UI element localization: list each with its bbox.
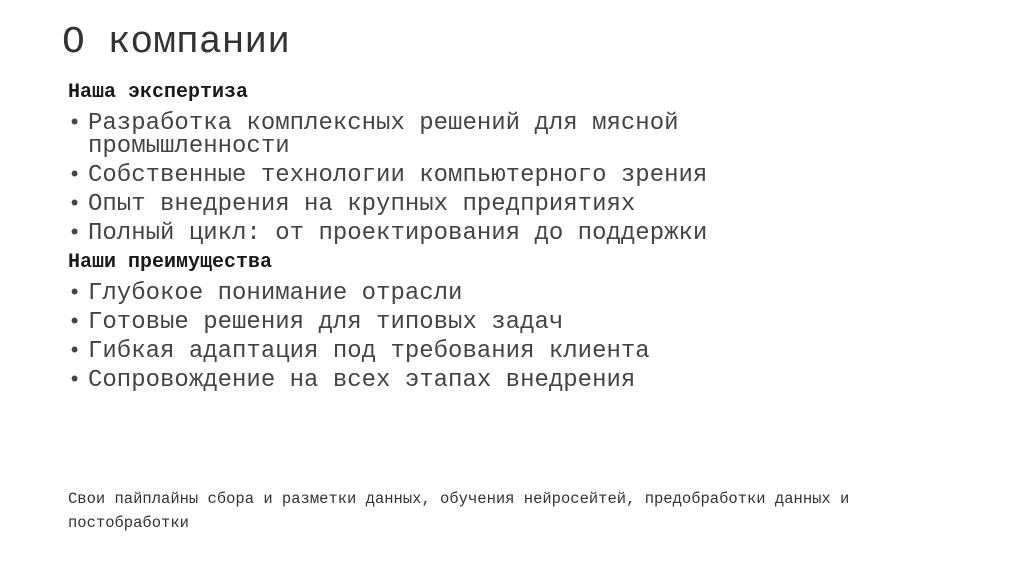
list-item: [68, 222, 848, 245]
bullet-icon: •: [68, 163, 82, 188]
slide-body: [68, 80, 968, 397]
bullet-icon: •: [68, 192, 82, 217]
bullet-icon: •: [68, 281, 82, 306]
footnote: Свои пайплайны сбора и разметки данных, обучения нейросейтей, предобработки данных и постобработки: [68, 490, 850, 532]
list-item-text: Разработка комплексных решений для мясной промышленности: [88, 110, 679, 160]
list-item-text: Сопровождение на всех этапах внедрения: [88, 367, 636, 394]
list-item-text: Опыт внедрения на крупных предприятиях: [88, 191, 636, 218]
list-item: [68, 340, 848, 363]
list-item: [68, 311, 848, 334]
list-item: [68, 193, 848, 216]
section-expertise: [68, 80, 968, 245]
section-advantages: [68, 250, 968, 392]
list-item-text: Собственные технологии компьютерного зрения: [88, 162, 708, 189]
bullet-list-advantages: [68, 282, 968, 392]
bullet-icon: •: [68, 368, 82, 393]
bullet-icon: •: [68, 221, 82, 246]
bullet-icon: •: [68, 111, 82, 136]
list-item: [68, 369, 848, 392]
list-item-text: Полный цикл: от проектирования до поддержки: [88, 220, 708, 247]
list-item-text: Гибкая адаптация под требования клиента: [88, 338, 650, 365]
list-item: [68, 164, 848, 187]
bullet-icon: •: [68, 310, 82, 335]
list-item: [68, 282, 848, 305]
list-item: [68, 112, 848, 158]
section-heading-expertise: Наша экспертиза: [68, 81, 249, 104]
section-heading-advantages: Наши преимущества: [68, 251, 273, 274]
bullet-icon: •: [68, 339, 82, 364]
list-item-text: Готовые решения для типовых задач: [88, 309, 564, 336]
slide-title: О компании: [62, 21, 291, 64]
bullet-list-expertise: [68, 112, 968, 245]
list-item-text: Глубокое понимание отрасли: [88, 280, 463, 307]
